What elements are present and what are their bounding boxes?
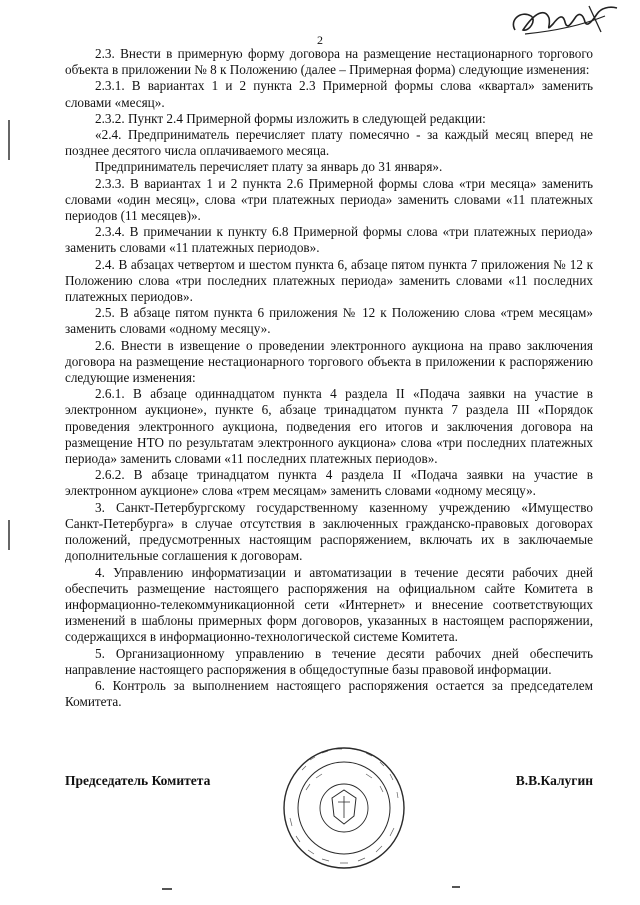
paragraph-2-3-3: 2.3.3. В вариантах 1 и 2 пункта 2.6 Примерной формы слова «три месяца» заменить словами «один месяц», слова «три платежных периода» заменить словами «11 платежных периодов (11 месяцев)». xyxy=(65,175,593,224)
signer-name: В.В.Калугин xyxy=(515,773,593,788)
signer-title: Председатель Комитета xyxy=(65,773,211,788)
paragraph-5: 5. Организационному управлению в течение десяти рабочих дней обеспечить направление настоящего распоряжения в общедоступные базы правовой информации. xyxy=(65,645,593,677)
scan-edge-mark xyxy=(8,120,10,160)
scan-edge-mark xyxy=(452,886,460,888)
paragraph-3: 3. Санкт-Петербургскому государственному казенному учреждению «Имущество Санкт-Петербурга» в случае отсутствия в заключенных гражданско-правовых договорах положений, предусмотренных настоящим распоряжением, включать их в заключаемые дополнительные соглашения к договорам. xyxy=(65,499,593,564)
scan-edge-mark xyxy=(8,520,10,550)
paragraph-2-3: 2.3. Внести в примерную форму договора на размещение нестационарного торгового объекта в приложении № 8 к Положению (далее – Примерная форма) следующие изменения: xyxy=(65,46,593,78)
paragraph-2-6-2: 2.6.2. В абзаце тринадцатом пункта 4 раздела II «Подача заявки на участие в электронном аукционе» слова «трем месяцам» заменить словами «одному месяцу». xyxy=(65,467,593,499)
paragraph-2-6-1: 2.6.1. В абзаце одиннадцатом пункта 4 раздела II «Подача заявки на участие в электронном аукционе», пункте 6, абзаце тринадцатом пункта 7 раздела III «Порядок проведения электронного аукциона, подведения его итогов и заключения договора на размещение НТО по результатам электронного аукциона» слова «три последних платежных периода» заменить словами «11 последних платежных периодов». xyxy=(65,386,593,467)
paragraph-2-3-4: 2.3.4. В примечании к пункту 6.8 Примерной формы слова «три платежных периода» заменить словами «11 платежных периодов». xyxy=(65,224,593,256)
paragraph-2-3-1: 2.3.1. В вариантах 1 и 2 пункта 2.3 Примерной формы слова «квартал» заменить словами «месяц». xyxy=(65,78,593,110)
paragraph-6: 6. Контроль за выполнением настоящего распоряжения остается за председателем Комитета. xyxy=(65,677,593,710)
official-stamp xyxy=(262,742,427,872)
page-number: 2 xyxy=(317,33,323,47)
document-body xyxy=(65,46,593,710)
paragraph-2-6: 2.6. Внести в извещение о проведении электронного аукциона на право заключения договора на размещение нестационарного торгового объекта в приложении к распоряжению следующие изменения: xyxy=(65,337,593,386)
paragraph-quote-january: Предприниматель перечисляет плату за январь до 31 января». xyxy=(95,159,443,175)
paragraph-2-3-2: 2.3.2. Пункт 2.4 Примерной формы изложить в следующей редакции: xyxy=(95,110,486,126)
paragraph-4: 4. Управлению информатизации и автоматизации в течение десяти рабочих дней обеспечить размещение настоящего распоряжения на официальном сайте Комитета в информационно-телекоммуникационной сети «Интернет» и внесение соответствующих изменений в шаблоны примерных форм договоров, указанных в настоящем распоряжении, содержащихся в информационно-технологической системе Комитета. xyxy=(65,564,593,645)
paragraph-quote-2-4: «2.4. Предприниматель перечисляет плату помесячно - за каждый месяц вперед не позднее десятого числа оплачиваемого месяца. xyxy=(65,127,593,159)
scan-edge-mark xyxy=(162,888,172,890)
paragraph-2-5: 2.5. В абзаце пятом пункта 6 приложения № 12 к Положению слова «трем месяцам» заменить словами «одному месяцу». xyxy=(65,305,593,337)
paragraph-2-4: 2.4. В абзацах четвертом и шестом пункта 6, абзаце пятом пункта 7 приложения № 12 к Положению слова «три последних платежных периода» заменить словами «11 последних платежных периодов». xyxy=(65,256,593,305)
